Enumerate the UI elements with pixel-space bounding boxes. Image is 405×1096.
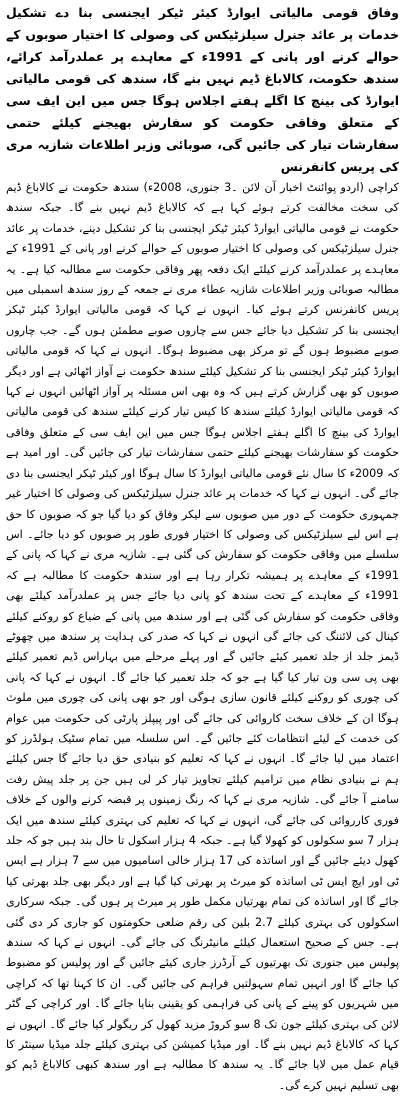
article-body: کراچی (اردو پوائنٹ اخبار آن لائن ۔3 جنوری، 2008ء) سندھ حکومت نے کالاباغ ڈیم کی سخت مخالفت کرتے ہوئے کہا ہے کہ کالاباغ ڈیم نہیں بنے گا۔ جبکہ سندھ حکومت نے قومی مالیاتی ایوارڈ کیئر ٹیکر ایجنسی بنا کر تشکیل دینے، خدمات پر عائد جنرل سیلزٹیکس کی وصولی کا اختیار صوبوں کے حوالے کرنے اور پانی کے 1991ء کے معاہدے پر عملدرآمد کرنے کیلئے ایک دفعہ پھر وفاقی حکومت سے مطالبہ کیا ہے۔ یہ مطالبہ صوبائی وزیر اطلاعات شازیہ عطاء مری نے جمعہ کے روز سندھ اسمبلی میں پریس کانفرنس کرتے ہوئے کیا۔ انہوں نے کہا کہ قومی مالیاتی ایوارڈ کیئر ٹیکر ایجنسی بنا کر تشکیل دیا جائے جس سے چاروں صوبے مطمئن ہوں گے۔ جب چاروں صوبے مضبوط ہوں گے تو مرکز بھی مضبوط ہوگا۔ انہوں نے کہا کہ قومی مالیاتی ایوارڈ کیئر ٹیکر ایجنسی بنا کر تشکیل کیلئے سندھ حکومت نے آواز اٹھائی ہے اور دیگر صوبوں کو بھی گزارش کرتے ہیں کہ وہ بھی اس مسئلہ پر آواز اٹھائیں انہوں نے کہا کہ قومی مالیاتی ایوارڈ کیلئے سندھ کا کیس تیار کرنے کیلئے سندھ کی قومی مالیاتی ایوارڈ کی بینچ کا اگلے ہفتے اجلاس ہوگا جس میں این ایف سی کے متعلق وفاقی حکومت کو سفارشات بھیجنے کیلئے حتمی سفارشات تیار کی جائیں گی۔ اور امید ہے کہ 2009ء کا سال نئے قومی مالیاتی ایوارڈ کا سال ہوگا اور کیئر ٹیکر ایجنسی بنا دی جائے گی۔ انہوں نے کہا کہ خدمات پر عائد جنرل سیلزٹیکس کی وصولی کا اختیار غیر جمہوری حکومت کے دور میں صوبوں سے لیکر وفاق کو دیا گیا جو کہ صوبوں کا حق ہے اس لیے سیلزٹیکس کی وصولی کا اختیار فوری طور پر صوبوں کو دیا جائے۔ اس سلسلے میں وفاقی حکومت کو سفارش کی گئی ہے۔ شازیہ مری نے کہا کہ پانی کے 1991ء کے معاہدے پر ہمیشہ تکرار رہا ہے اور سندھ حکومت کا مطالبہ ہے کہ 1991ء کے معاہدے کے تحت سندھ کو پانی دیا جائے جس پر عملدرآمد کیلئے بھی وفاقی حکومت کو سفارش کی گئی ہے اور سندھ میں پانی کے ضیاع کو روکنے کیلئے کینال کی لائننگ کی جائے گی انہوں نے کہا کہ صدر کی ہدایت پر سندھ میں چھوٹے ڈیمز جلد از جلد تعمیر کیئے جائیں گے اور پہلے مرحلے میں بہاراس ڈیم تعمیر کیلئے بھی پی سی ون تیار کیا گیا ہے جو کہ جلد تعمیر کیا جائے گا۔ انہوں نے کہا کہ پانی کی چوری کو روکنے کیلئے قانون سازی ہوگی اور جو بھی پانی کی چوری میں ملوث ہوگا ان کے خلاف سخت کاروائی کی جائے گی اور پیپلز پارٹی کی حکومت میں عوام کی خدمت کے لیئے انتظامات کئے جائیں گے۔ اس سلسلہ میں تمام سٹیک ہولڈرز کو اعتماد میں لیا جائے گا۔ انہوں نے کہا کہ تعلیم کو بنیادی حق دیا جائے گا جس کیلئے ہم نے بنیادی نظام میں ترامیم کیلئے تجاویز تیار کر لی ہیں جن پر جلد پیش رفت سامنے آ جائے گی۔ شازیہ مری نے کہا کہ رنگ زمینوں پر قبضہ کرنے والوں کے خلاف فوری کارروائی کی جائے گی، انہوں نے کہا کہ تعلیم کی بہتری کیلئے سندھ میں ایک ہزار 7 سو سکولوں کو کھولا گیا ہے۔ جبکہ 4 ہزار اسکول تا حال بند ہیں جو کہ جلد کھول دیئے جائیں گے اور اساتذہ کی 17 ہزار خالی اسامیوں میں سے 7 ہزار ہے ایس ٹی اور ایچ ایس ٹی اساتذہ کو میرٹ پر بھرتی کیا گیا ہے اور دیگر بھی جلد بھرتی کیا جائے گا اور اساتذہ کی تمام بھرتیاں مکمل طور پر میرٹ پر ہوں گی۔ جبکہ سرکاری اسکولوں کی بہتری کیلئے 2.7 بلین کی رقم ضلعی حکومتوں کو جاری کر دی گئی ہے۔ جس کے صحیح استعمال کیلئے مانیٹرنگ کی جائے گی۔ انہوں نے کہا کہ سندھ پولیس میں جنوری تک بھرتیوں کے آرڈرز جاری کیئے جائیں گے اور پولیس کو مضبوط کیا جائے گا اور انہیں تمام سہولتیں فراہم کی جائیں گی۔ ان کا کہنا تھا کہ کراچی میں شہریوں کو پینے کے پانی کی فراہمی کو یقینی بنایا جائے گا۔ اور کراچی کے گٹر لائن کی بہتری کیلئے جون تک 8 سو کروڑ مزید کھول کر ریگولر کیا جائے گا۔ انہوں نے کہا کہ کالاباغ ڈیم نہیں بنے گا۔ اور میڈیا کمیشن کی بہتری کیلئے جلد میڈیا سینٹر کا قیام عمل میں لایا جائے گا۔ یہ سندھ کا مطالبہ ہے اور سندھ کبھی کالاباغ ڈیم کو بھی تسلیم نہیں کرے گی۔ xyxy=(6,181,400,1092)
article-headline: وفاق قومی مالیاتی ایوارڈ کیئر ٹیکر ایجنسی بنا دے تشکیل خدمات پر عائد جنرل سیلزٹیکس کی وصولی کا اختیار صوبوں کے حوالے کرنے اور پانی کے 1991ء کے معاہدے پر عملدرآمد کرائے، سندھ حکومت، کالاباغ ڈیم نہیں بنے گا، سندھ کی قومی مالیاتی ایوارڈ کی بینچ کا اگلے ہفتے اجلاس ہوگا جس میں این ایف سی کے متعلق وفاقی حکومت کو سفارش بھیجنے کیلئے حتمی سفارشات تیار کی جائیں گی، صوبائی وزیر اطلاعات شازیہ مری کی پریس کانفرنس xyxy=(6,5,399,174)
